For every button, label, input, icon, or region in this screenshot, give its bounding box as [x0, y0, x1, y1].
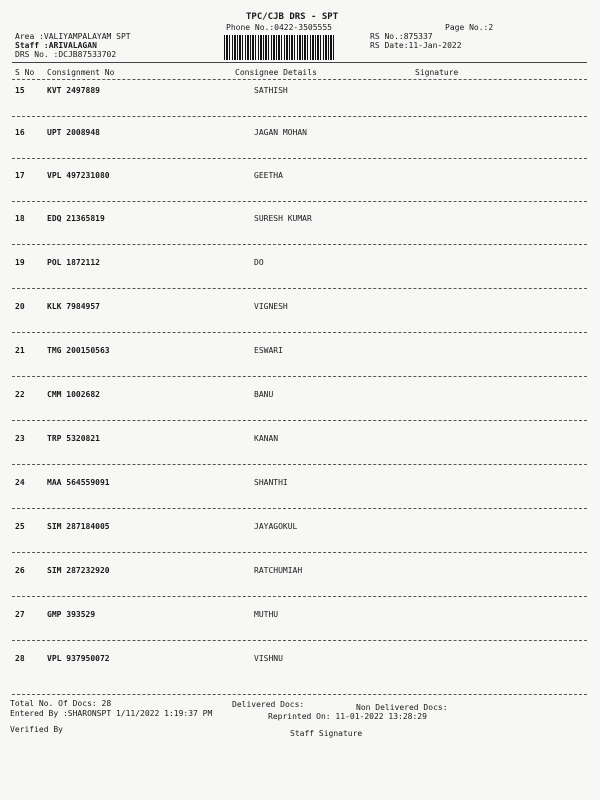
- barcode-image: [224, 35, 334, 60]
- row-consignment: KLK 7984957: [47, 302, 100, 311]
- row-consignee: SHANTHI: [254, 478, 288, 487]
- row-consignee: VIGNESH: [254, 302, 288, 311]
- col-consignee: Consignee Details: [235, 68, 317, 77]
- header-divider: [12, 62, 587, 63]
- row-divider: [12, 201, 587, 202]
- col-signature: Signature: [415, 68, 459, 77]
- row-divider: [12, 332, 587, 333]
- row-sno: 16: [15, 128, 25, 137]
- column-header-divider: [12, 79, 587, 80]
- row-sno: 23: [15, 434, 25, 443]
- row-sno: 19: [15, 258, 25, 267]
- row-consignee: VISHNU: [254, 654, 283, 663]
- row-divider: [12, 552, 587, 553]
- row-consignment: TRP 5320821: [47, 434, 100, 443]
- row-consignee: SURESH KUMAR: [254, 214, 312, 223]
- row-divider: [12, 508, 587, 509]
- row-consignee: GEETHA: [254, 171, 283, 180]
- row-consignment: CMM 1002682: [47, 390, 100, 399]
- row-sno: 18: [15, 214, 25, 223]
- row-divider: [12, 158, 587, 159]
- row-divider: [12, 116, 587, 117]
- area-label: Area :VALIYAMPALAYAM SPT: [15, 32, 131, 41]
- row-divider: [12, 376, 587, 377]
- row-divider: [12, 288, 587, 289]
- non-delivered-docs: Non Delivered Docs:: [356, 703, 448, 712]
- row-divider: [12, 244, 587, 245]
- row-consignee: SATHISH: [254, 86, 288, 95]
- row-divider: [12, 464, 587, 465]
- row-consignee: JAYAGOKUL: [254, 522, 298, 531]
- row-consignee: RATCHUMIAH: [254, 566, 303, 575]
- row-consignee: ESWARI: [254, 346, 283, 355]
- row-consignment: EDQ 21365819: [47, 214, 105, 223]
- row-sno: 28: [15, 654, 25, 663]
- row-consignee: MUTHU: [254, 610, 279, 619]
- row-sno: 26: [15, 566, 25, 575]
- row-consignment: SIM 287232920: [47, 566, 110, 575]
- row-consignment: GMP 393529: [47, 610, 96, 619]
- row-sno: 22: [15, 390, 25, 399]
- staff-signature: Staff Signature: [290, 729, 363, 738]
- rs-number: RS No.:875337: [370, 32, 433, 41]
- row-consignment: KVT 2497889: [47, 86, 100, 95]
- row-divider: [12, 596, 587, 597]
- page-number: Page No.:2: [445, 23, 494, 32]
- staff-label: Staff :ARIVALAGAN: [15, 41, 97, 50]
- row-consignee: KANAN: [254, 434, 279, 443]
- row-consignment: POL 1872112: [47, 258, 100, 267]
- row-sno: 17: [15, 171, 25, 180]
- col-sno: S No: [15, 68, 35, 77]
- reprinted-on: Reprinted On: 11-01-2022 13:28:29: [268, 712, 427, 721]
- drs-number: DRS No. :DCJB87533702: [15, 50, 117, 59]
- rs-date: RS Date:11-Jan-2022: [370, 41, 462, 50]
- row-consignment: SIM 287184005: [47, 522, 110, 531]
- row-sno: 27: [15, 610, 25, 619]
- row-consignee: BANU: [254, 390, 274, 399]
- row-consignment: VPL 497231080: [47, 171, 110, 180]
- row-consignee: DO: [254, 258, 264, 267]
- row-sno: 21: [15, 346, 25, 355]
- footer-divider: [12, 694, 587, 695]
- entered-by: Entered By :SHARONSPT 1/11/2022 1:19:37 PM: [10, 709, 213, 718]
- row-sno: 15: [15, 86, 25, 95]
- verified-by: Verified By: [10, 725, 63, 734]
- row-sno: 25: [15, 522, 25, 531]
- col-consignment: Consignment No: [47, 68, 115, 77]
- row-consignee: JAGAN MOHAN: [254, 128, 307, 137]
- row-divider: [12, 420, 587, 421]
- row-consignment: MAA 564559091: [47, 478, 110, 487]
- phone-number: Phone No.:0422-3505555: [226, 23, 332, 32]
- row-consignment: TMG 200150563: [47, 346, 110, 355]
- row-divider: [12, 640, 587, 641]
- row-sno: 20: [15, 302, 25, 311]
- document-title: TPC/CJB DRS - SPT: [246, 12, 339, 22]
- delivered-docs: Delivered Docs:: [232, 700, 305, 709]
- total-docs: Total No. Of Docs: 28: [10, 699, 112, 708]
- row-sno: 24: [15, 478, 25, 487]
- row-consignment: UPT 2008948: [47, 128, 100, 137]
- row-consignment: VPL 937950072: [47, 654, 110, 663]
